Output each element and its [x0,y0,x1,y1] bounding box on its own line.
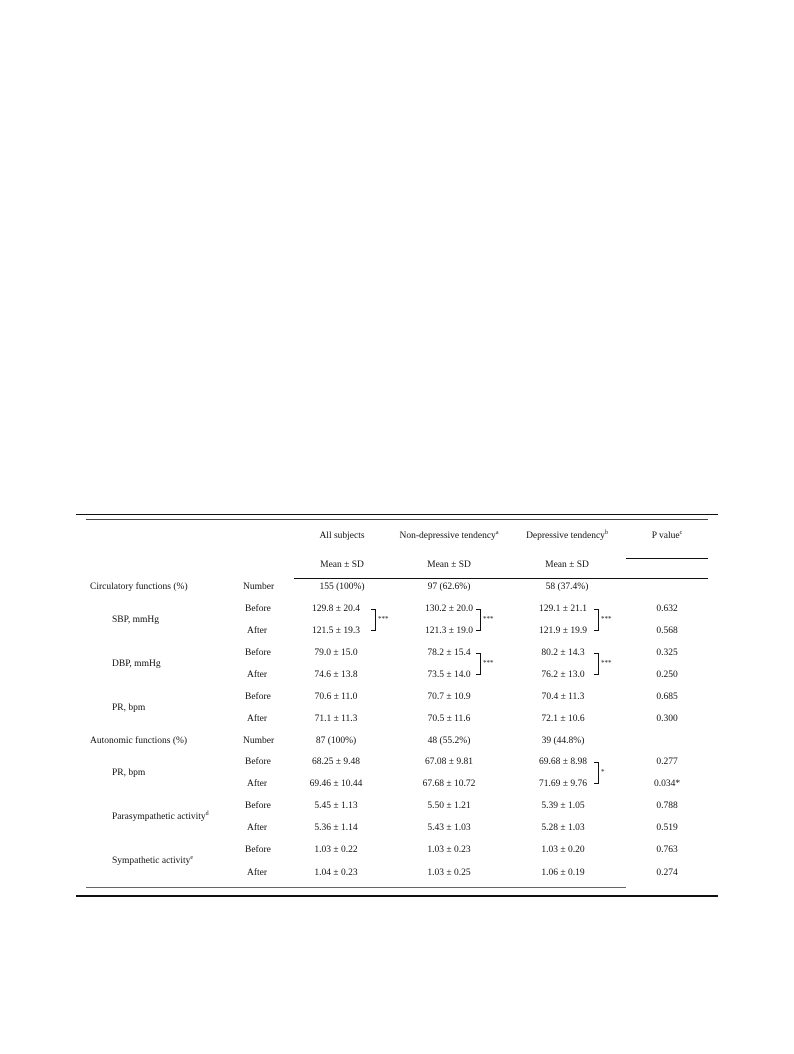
cell-pr2-after-dep: 71.69 ± 9.76 [539,779,587,789]
section-title-circulatory: Circulatory functions (%) [90,582,188,592]
row-label-after: After [247,626,268,636]
row-label-before: Before [245,604,271,614]
stat-nondep: Mean ± SD [427,560,471,570]
row-label-number: Number [243,736,275,746]
significance-marker: *** [378,615,389,623]
cell-sbp-before-nondep: 130.2 ± 20.0 [425,604,473,614]
pvalue-header-rule [626,558,708,559]
significance-marker: *** [483,615,494,623]
cell-symp-after-nondep: 1.03 ± 0.25 [427,868,471,878]
cell-symp-before-dep: 1.03 ± 0.20 [541,845,585,855]
variable-label-parasympathetic: Parasympathetic activity$^d$ [112,811,209,822]
table-top-rule [76,514,718,515]
cell-dbp-after-dep: 76.2 ± 13.0 [541,670,585,680]
significance-marker: *** [483,659,494,667]
cell-sbp-before-dep: 129.1 ± 21.1 [539,604,587,614]
row-label-number: Number [243,582,275,592]
cell-para-after-dep: 5.28 ± 1.03 [541,823,585,833]
variable-label-pr: PR, bpm [112,768,146,778]
row-label-before: Before [245,692,271,702]
cell-sbp-after-nondep: 121.3 ± 19.0 [425,626,473,636]
cell-pr-after-p: 0.300 [656,714,678,724]
cell-pr-before-p: 0.685 [656,692,678,702]
section-title-autonomic: Autonomic functions (%) [90,736,188,746]
significance-bracket [594,609,599,631]
table-bottom-rule [76,895,718,897]
cell-pr2-after-p: 0.034* [653,779,681,789]
cell-dbp-after-all: 74.6 ± 13.8 [314,670,358,680]
cell-para-after-nondep: 5.43 ± 1.03 [427,823,471,833]
cell-pr-before-nondep: 70.7 ± 10.9 [427,692,471,702]
significance-bracket [594,653,599,675]
variable-label-dbp: DBP, mmHg [112,659,161,669]
cell-para-before-dep: 5.39 ± 1.05 [541,801,585,811]
row-label-before: Before [245,801,271,811]
cell-symp-before-all: 1.03 ± 0.22 [314,845,358,855]
significance-bracket [371,609,376,631]
row-label-before: Before [245,648,271,658]
cell-para-before-nondep: 5.50 ± 1.21 [427,801,471,811]
cell-para-before-p: 0.788 [656,801,678,811]
variable-label-pr: PR, bpm [112,703,146,713]
significance-marker: * [601,768,605,776]
row-label-after: After [247,868,268,878]
stat-header-rule [294,578,708,579]
row-label-after: After [247,823,268,833]
cell-pr-before-all: 70.6 ± 11.0 [314,692,358,702]
cell-pr2-before-p: 0.277 [656,757,678,767]
cell-symp-after-p: 0.274 [656,868,678,878]
row-label-after: After [247,779,268,789]
cell-sbp-after-p: 0.568 [656,626,678,636]
cell-dbp-before-dep: 80.2 ± 14.3 [541,648,585,658]
cell-dbp-after-nondep: 73.5 ± 14.0 [427,670,471,680]
cell-symp-before-p: 0.763 [656,845,678,855]
cell-pr-after-dep: 72.1 ± 10.6 [541,714,585,724]
cell-sbp-after-all: 121.5 ± 19.3 [312,626,360,636]
cell-pr2-before-all: 68.25 ± 9.48 [312,757,360,767]
header-all-subjects: All subjects [319,531,365,541]
cell-pr-before-dep: 70.4 ± 11.3 [541,692,585,702]
cell-pr2-after-all: 69.46 ± 10.44 [309,779,363,789]
table-bottom-rule-inner [86,887,626,888]
cell-sbp-before-all: 129.8 ± 20.4 [312,604,360,614]
significance-bracket [476,609,481,631]
cell-symp-before-nondep: 1.03 ± 0.23 [427,845,471,855]
row-label-before: Before [245,757,271,767]
significance-marker: *** [601,615,612,623]
cell-pr-after-nondep: 70.5 ± 11.6 [427,714,471,724]
cell-sbp-before-p: 0.632 [656,604,678,614]
significance-marker: *** [601,659,612,667]
cell-number-all: 87 (100%) [315,736,357,746]
header-non-depressive: Non-depressive tendency$^a$ [399,530,499,541]
cell-number-nondep: 48 (55.2%) [427,736,471,746]
row-label-after: After [247,670,268,680]
significance-bracket [476,653,481,675]
cell-sbp-after-dep: 121.9 ± 19.9 [539,626,587,636]
row-label-before: Before [245,845,271,855]
variable-label-sbp: SBP, mmHg [112,615,159,625]
cell-pr2-before-nondep: 67.08 ± 9.81 [425,757,473,767]
significance-bracket [594,762,599,784]
cell-number-dep: 39 (44.8%) [541,736,585,746]
table-top-rule-inner [86,519,708,520]
cell-para-before-all: 5.45 ± 1.13 [314,801,358,811]
cell-pr2-before-dep: 69.68 ± 8.98 [539,757,587,767]
variable-label-sympathetic: Sympathetic activity$^e$ [112,855,194,866]
cell-pr2-after-nondep: 67.68 ± 10.72 [422,779,476,789]
cell-number-dep: 58 (37.4%) [545,582,589,592]
cell-para-after-p: 0.519 [656,823,678,833]
cell-pr-after-all: 71.1 ± 11.3 [314,714,358,724]
header-depressive: Depressive tendency$^b$ [526,530,608,541]
stat-all: Mean ± SD [320,560,364,570]
cell-symp-after-all: 1.04 ± 0.23 [314,868,358,878]
cell-symp-after-dep: 1.06 ± 0.19 [541,868,585,878]
cell-number-all: 155 (100%) [319,582,365,592]
cell-para-after-all: 5.36 ± 1.14 [314,823,358,833]
cell-number-nondep: 97 (62.6%) [427,582,471,592]
header-p-value: P value$^c$ [651,530,683,541]
cell-dbp-after-p: 0.250 [656,670,678,680]
cell-dbp-before-nondep: 78.2 ± 15.4 [427,648,471,658]
cell-dbp-before-all: 79.0 ± 15.0 [314,648,358,658]
row-label-after: After [247,714,268,724]
stat-dep: Mean ± SD [545,560,589,570]
cell-dbp-before-p: 0.325 [656,648,678,658]
